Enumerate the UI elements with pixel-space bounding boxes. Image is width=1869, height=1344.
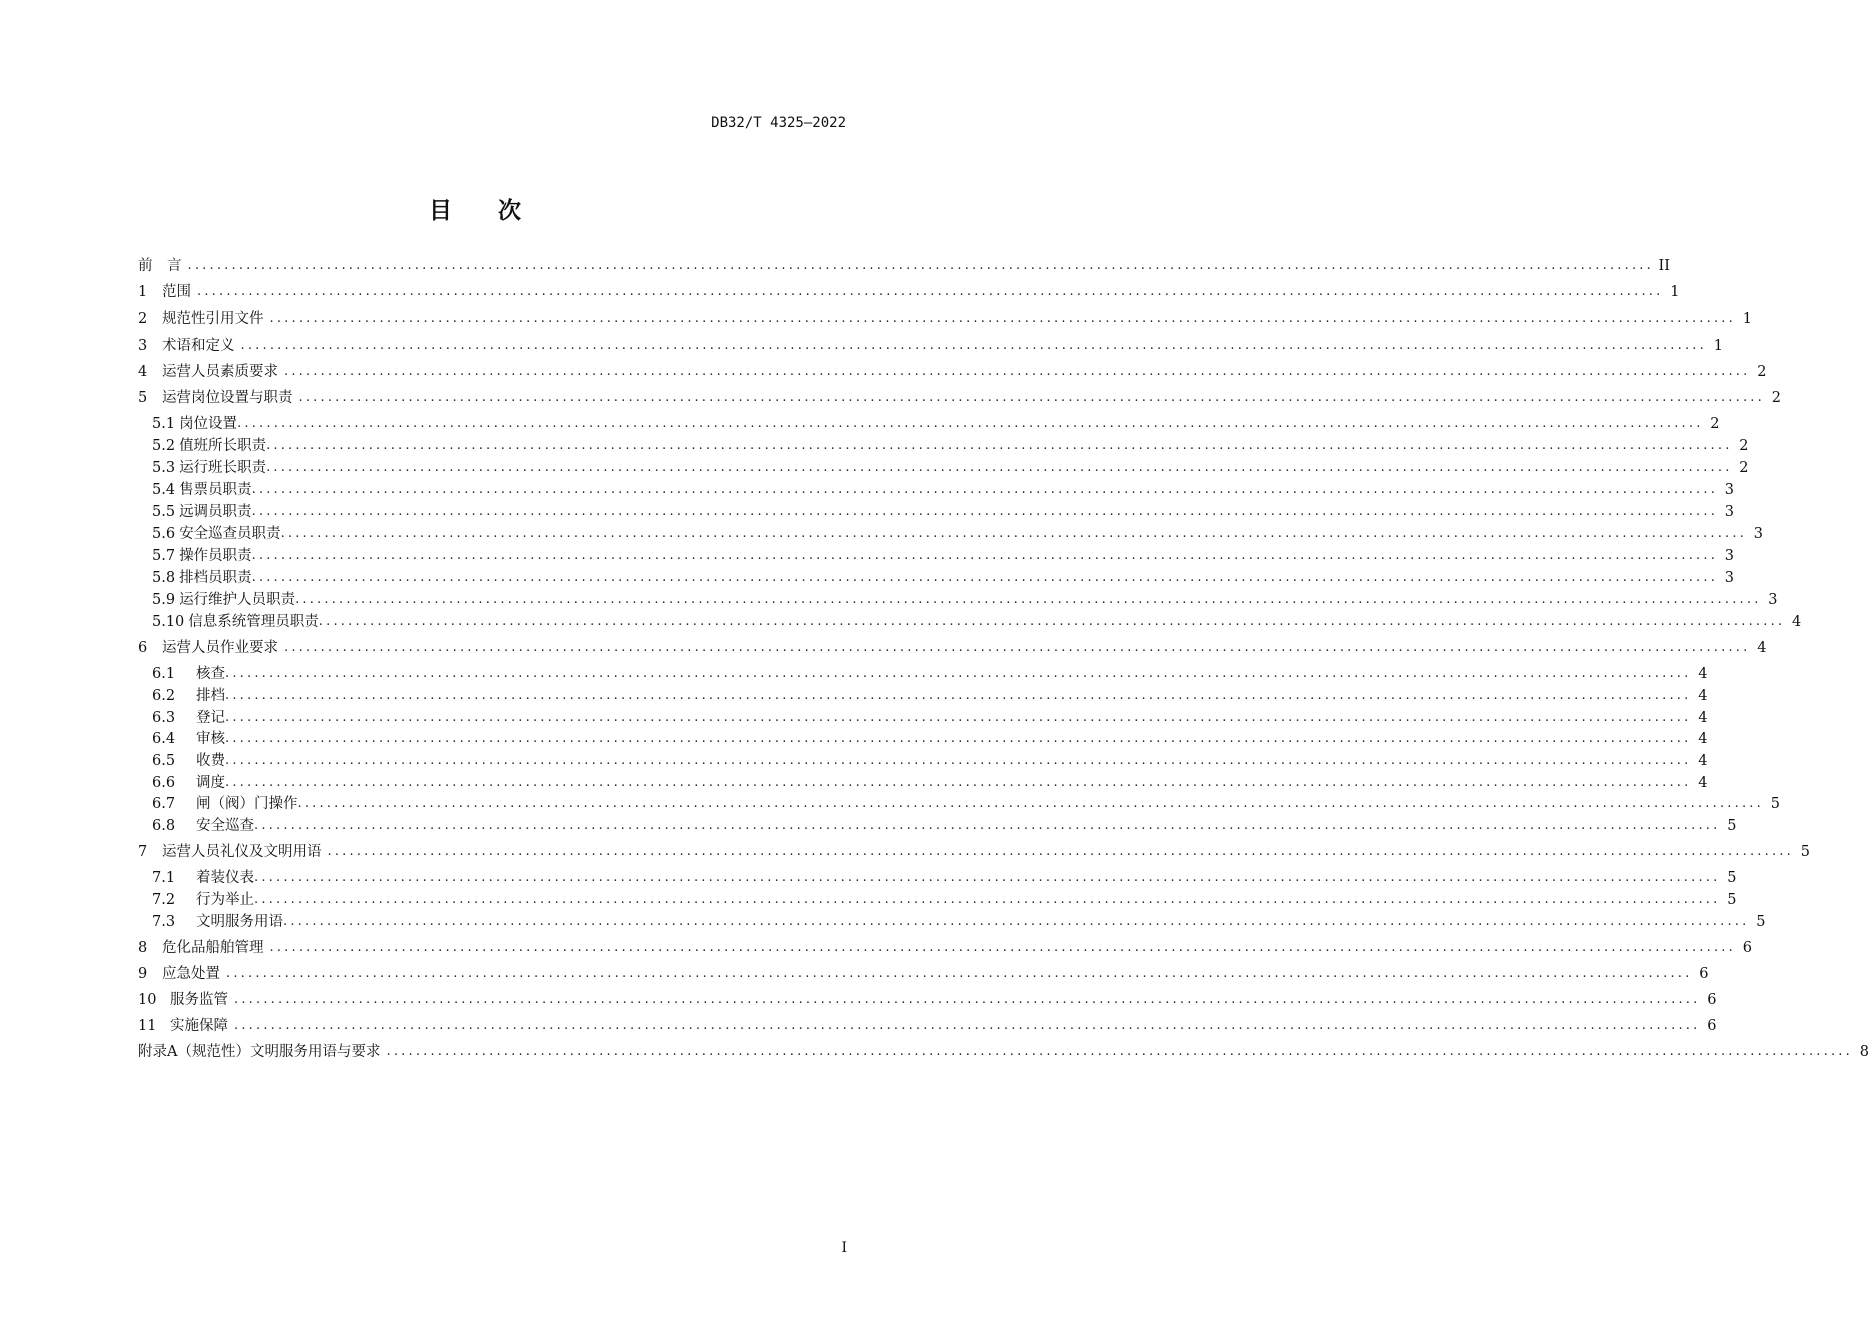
toc-entry-page: 3 (1724, 482, 1735, 498)
toc-entry-number: 9 (138, 966, 148, 982)
toc-entry[interactable] (152, 413, 1720, 435)
toc-entry-label: 岗位设置 (179, 416, 238, 432)
toc-entry-page: 2 (1757, 364, 1767, 380)
toc-entry[interactable] (152, 707, 1708, 729)
toc-entry-page: 6 (1742, 940, 1752, 956)
toc-dot-leader: ........................................................................................................................................................................................................ (234, 1018, 1701, 1033)
toc-dot-leader: ........................................................................................................................................................................................................ (225, 731, 1692, 746)
toc-entry-number: 6.4 (152, 731, 176, 747)
toc-dot-leader: ........................................................................................................................................................................................................ (251, 548, 1719, 563)
toc-entry-number: 5.8 (152, 570, 176, 586)
toc-entry-number: 7.1 (152, 870, 176, 886)
toc-dot-leader: ........................................................................................................................................................................................................ (269, 311, 1736, 326)
toc-dot-leader: ........................................................................................................................................................................................................ (197, 284, 1664, 299)
toc-dot-leader: ........................................................................................................................................................................................................ (251, 570, 1719, 585)
toc-dot-leader: ........................................................................................................................................................................................................ (251, 504, 1719, 519)
toc-entry[interactable] (152, 911, 1766, 933)
toc-dot-leader: ........................................................................................................................................................................................................ (225, 710, 1692, 725)
toc-entry-number: 5.3 (152, 460, 176, 476)
toc-entry[interactable] (152, 457, 1749, 479)
toc-entry-number: 3 (138, 338, 148, 354)
toc-dot-leader: ........................................................................................................................................................................................................ (251, 482, 1719, 497)
toc-entry[interactable] (138, 335, 1723, 357)
toc-entry-label: 售票员职责 (179, 482, 252, 498)
toc-entry-label: 运营人员作业要求 (162, 640, 278, 656)
toc-dot-leader: ........................................................................................................................................................................................................ (225, 688, 1692, 703)
toc-entry[interactable] (138, 1041, 1869, 1063)
toc-title (0, 192, 950, 225)
toc-entry-label: 文明服务用语 (196, 914, 283, 930)
toc-entry[interactable] (138, 841, 1810, 863)
toc-entry-label: 范围 (162, 284, 191, 300)
toc-entry-label: 规范性引用文件 (162, 311, 264, 327)
toc-entry-page: 6 (1707, 992, 1717, 1008)
toc-entry-number: 5.10 (152, 614, 185, 630)
toc-entry-page: 1 (1742, 311, 1752, 327)
toc-entry-page: 3 (1724, 504, 1735, 520)
toc-dot-leader: ........................................................................................................................................................................................................ (298, 390, 1765, 405)
toc-dot-leader: ........................................................................................................................................................................................................ (237, 416, 1704, 431)
toc-dot-leader: ........................................................................................................................................................................................................ (295, 592, 1762, 607)
toc-entry-page: 8 (1859, 1044, 1869, 1060)
toc-dot-leader: ........................................................................................................................................................................................................ (327, 844, 1794, 859)
toc-title-char-2: 次 (498, 198, 521, 224)
toc-entry-page: 3 (1753, 526, 1764, 542)
toc-entry-label: 行为举止 (196, 892, 254, 908)
toc-entry[interactable] (138, 937, 1752, 959)
toc-entry-page: 3 (1724, 548, 1735, 564)
toc-entry-page: 4 (1698, 775, 1708, 791)
toc-entry-page: 4 (1698, 753, 1708, 769)
toc-entry[interactable] (138, 387, 1781, 409)
toc-entry-page: 3 (1768, 592, 1778, 608)
toc-entry-number: 6.8 (152, 818, 176, 834)
toc-entry-label: 运营人员礼仪及文明用语 (162, 844, 322, 860)
toc-entry-label: 运行维护人员职责 (179, 592, 296, 608)
toc-dot-leader: ........................................................................................................................................................................................................ (187, 258, 1654, 273)
toc-entry[interactable] (138, 281, 1680, 303)
toc-entry-number: 6 (138, 640, 148, 656)
toc-entry-number: 6.5 (152, 753, 176, 769)
toc-entry-page: 4 (1698, 688, 1708, 704)
toc-entry[interactable] (138, 308, 1752, 330)
toc-entry[interactable] (138, 255, 1670, 277)
toc-entry-number: 5.6 (152, 526, 176, 542)
toc-entry[interactable] (138, 361, 1767, 383)
toc-dot-leader: ........................................................................................................................................................................................................ (240, 338, 1707, 353)
toc-entry-number: 6.6 (152, 775, 176, 791)
toc-entry-page: II (1658, 258, 1670, 274)
toc-entry-page: 4 (1792, 614, 1802, 630)
toc-entry-number: 10 (138, 992, 157, 1008)
toc-dot-leader: ........................................................................................................................................................................................................ (266, 460, 1733, 475)
toc-entry-page: 1 (1713, 338, 1723, 354)
toc-entry-number: 5.5 (152, 504, 176, 520)
toc-dot-leader: ........................................................................................................................................................................................................ (284, 364, 1751, 379)
toc-dot-leader: ........................................................................................................................................................................................................ (269, 940, 1736, 955)
toc-dot-leader: ........................................................................................................................................................................................................ (284, 640, 1751, 655)
toc-entry-label: 信息系统管理员职责 (188, 614, 319, 630)
toc-entry[interactable] (152, 435, 1749, 457)
toc-entry-number: 5.2 (152, 438, 176, 454)
toc-entry-label: 运营岗位设置与职责 (162, 390, 293, 406)
toc-dot-leader: ........................................................................................................................................................................................................ (254, 892, 1721, 907)
toc-dot-leader: ........................................................................................................................................................................................................ (280, 526, 1748, 541)
toc-entry[interactable] (138, 989, 1717, 1011)
page-number: I (841, 1240, 847, 1256)
toc-entry[interactable] (138, 637, 1767, 659)
toc-entry-label: 闸（阀）门操作 (196, 796, 298, 812)
toc-dot-leader: ........................................................................................................................................................................................................ (225, 666, 1692, 681)
toc-dot-leader: ........................................................................................................................................................................................................ (234, 992, 1701, 1007)
toc-entry-page: 5 (1727, 892, 1737, 908)
toc-entry-number: 7.2 (152, 892, 176, 908)
toc-entry-label: 着装仪表 (196, 870, 254, 886)
toc-entry[interactable] (152, 501, 1735, 523)
toc-title-char-1: 目 (429, 198, 452, 224)
toc-entry-label: 安全巡查 (196, 818, 254, 834)
toc-dot-leader: ........................................................................................................................................................................................................ (318, 614, 1786, 629)
toc-entry[interactable] (138, 1015, 1717, 1037)
toc-entry[interactable] (152, 663, 1708, 685)
toc-entry-number: 11 (138, 1018, 157, 1034)
toc-entry-page: 4 (1698, 666, 1708, 682)
toc-entry-label: 收费 (196, 753, 225, 769)
toc-entry-number: 7 (138, 844, 148, 860)
toc-entry[interactable] (138, 963, 1709, 985)
toc-entry-label: 操作员职责 (179, 548, 252, 564)
toc-entry[interactable] (152, 545, 1735, 567)
toc-entry-number: 6.1 (152, 666, 176, 682)
toc-entry-page: 5 (1756, 914, 1766, 930)
toc-entry[interactable] (152, 793, 1780, 815)
toc-entry-label: 审核 (196, 731, 225, 747)
toc-entry[interactable] (152, 772, 1708, 794)
toc-entry-number: 5.9 (152, 592, 176, 608)
toc-entry-label: 服务监管 (170, 992, 228, 1008)
toc-entry-page: 1 (1670, 284, 1680, 300)
toc-dot-leader: ........................................................................................................................................................................................................ (225, 753, 1692, 768)
toc-entry-number: 8 (138, 940, 148, 956)
toc-entry-number: 5.4 (152, 482, 176, 498)
toc-dot-leader: ........................................................................................................................................................................................................ (386, 1044, 1853, 1059)
toc-dot-leader: ........................................................................................................................................................................................................ (226, 966, 1693, 981)
toc-entry[interactable] (152, 523, 1764, 545)
toc-entry-number: 5.7 (152, 548, 176, 564)
toc-entry-page: 4 (1698, 731, 1708, 747)
toc-entry[interactable] (152, 611, 1802, 633)
toc-entry-label: 排档员职责 (179, 570, 252, 586)
toc-entry-number: 6.7 (152, 796, 176, 812)
toc-entry-label: 附录A（规范性）文明服务用语与要求 (138, 1044, 381, 1060)
toc-entry-page: 5 (1727, 818, 1737, 834)
toc-entry[interactable] (152, 589, 1778, 611)
document-id: DB32/T 4325—2022 (711, 115, 846, 131)
toc-entry-label: 值班所长职责 (179, 438, 267, 454)
toc-entry-label: 前 言 (138, 258, 182, 274)
toc-entry-page: 2 (1739, 438, 1749, 454)
toc-entry-label: 术语和定义 (162, 338, 235, 354)
toc-entry-page: 5 (1800, 844, 1810, 860)
toc-entry-number: 2 (138, 311, 148, 327)
toc-entry-page: 3 (1724, 570, 1735, 586)
toc-dot-leader: ........................................................................................................................................................................................................ (254, 870, 1721, 885)
toc-entry[interactable] (152, 889, 1737, 911)
toc-entry-label: 运营人员素质要求 (162, 364, 278, 380)
toc-entry-page: 6 (1707, 1018, 1717, 1034)
toc-entry[interactable] (152, 479, 1735, 501)
toc-entry-label: 排档 (196, 688, 225, 704)
toc-dot-leader: ........................................................................................................................................................................................................ (283, 914, 1750, 929)
toc-entry-number: 5 (138, 390, 148, 406)
toc-dot-leader: ........................................................................................................................................................................................................ (254, 818, 1721, 833)
toc-entry[interactable] (152, 867, 1737, 889)
toc-entry-label: 安全巡查员职责 (179, 526, 281, 542)
toc-entry-number: 6.2 (152, 688, 176, 704)
toc-entry-label: 运行班长职责 (179, 460, 267, 476)
toc-entry-label: 调度 (196, 775, 225, 791)
toc-entry-page: 5 (1770, 796, 1780, 812)
toc-entry-label: 远调员职责 (179, 504, 252, 520)
toc-entry-label: 实施保障 (170, 1018, 228, 1034)
toc-entry-page: 2 (1771, 390, 1781, 406)
toc-dot-leader: ........................................................................................................................................................................................................ (297, 796, 1764, 811)
toc-entry[interactable] (152, 815, 1737, 837)
toc-entry[interactable] (152, 685, 1708, 707)
toc-entry[interactable] (152, 728, 1708, 750)
toc-entry-page: 4 (1757, 640, 1767, 656)
toc-entry-label: 应急处置 (162, 966, 220, 982)
toc-entry-page: 2 (1710, 416, 1720, 432)
toc-entry-number: 5.1 (152, 416, 176, 432)
toc-entry-label: 核查 (196, 666, 225, 682)
toc-entry[interactable] (152, 750, 1708, 772)
toc-dot-leader: ........................................................................................................................................................................................................ (266, 438, 1733, 453)
toc-entry-number: 6.3 (152, 710, 176, 726)
toc-entry-page: 2 (1739, 460, 1749, 476)
toc-entry-label: 登记 (196, 710, 225, 726)
toc-dot-leader: ........................................................................................................................................................................................................ (225, 775, 1692, 790)
toc-entry[interactable] (152, 567, 1735, 589)
toc-entry-page: 6 (1699, 966, 1709, 982)
toc-entry-number: 1 (138, 284, 148, 300)
toc-entry-page: 4 (1698, 710, 1708, 726)
toc-entry-number: 4 (138, 364, 148, 380)
toc-entry-label: 危化品船舶管理 (162, 940, 264, 956)
toc-entry-number: 7.3 (152, 914, 176, 930)
toc-entry-page: 5 (1727, 870, 1737, 886)
